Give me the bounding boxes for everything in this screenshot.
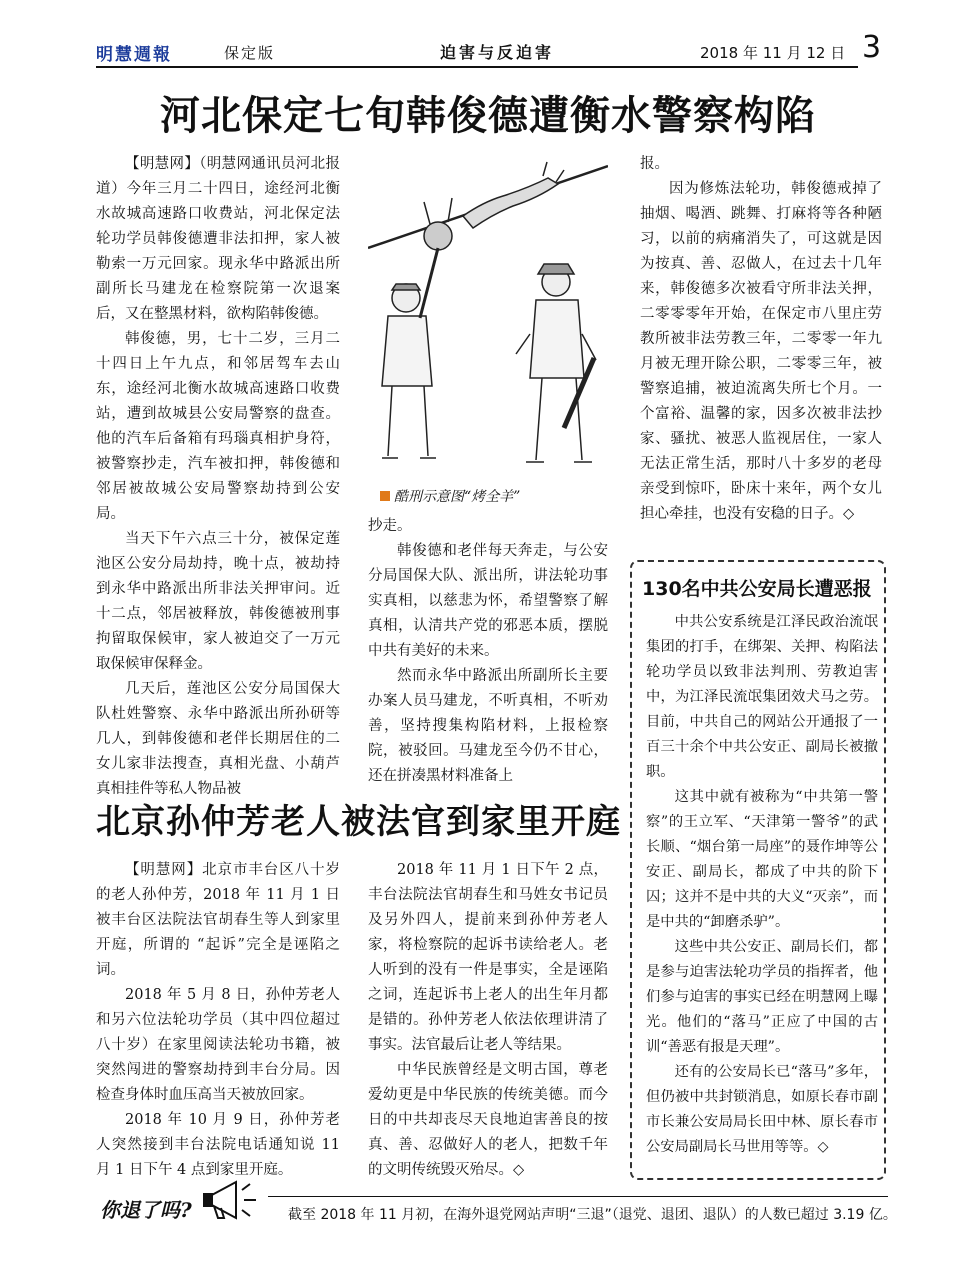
paragraph: 报。: [640, 156, 669, 172]
page-number: 3: [862, 30, 882, 65]
section-title: 迫害与反迫害: [440, 43, 555, 62]
illustration-caption: [380, 486, 520, 506]
article1-column3: [640, 152, 882, 527]
paragraph: 这些中共公安正、副局长们，都是参与迫害法轮功学员的指挥者，他们参与迫害的事实已经在明慧网上曝光。他们的“落马”正应了中国的古训“善恶有报是天理”。: [646, 939, 878, 1055]
article1-column2: [368, 514, 608, 789]
caption-marker-icon: [380, 491, 390, 501]
masthead: 明慧週報: [96, 45, 172, 65]
paragraph: 这其中就有被称为“中共第一警察”的王立军、“天津第一警爷”的武长顺、“烟台第一局座”的聂作坤等公安正、副局长，都成了中共的阶下囚；这并不是中共的大义“灭亲”，而是中共的“卸磨杀驴”。: [646, 789, 878, 930]
article2-column2: [368, 858, 608, 1183]
paragraph: 当天下午六点三十分，被保定莲池区公安分局劫持，晚十点，被劫持到永华中路派出所非法关押审问。近十二点，邻居被释放，韩俊德被刑事拘留取保候审，家人被迫交了一万元取保候审保释金。: [96, 531, 340, 672]
paragraph: 韩俊德和老伴每天奔走，与公安分局国保大队、派出所，讲法轮功事实真相，以慈悲为怀，希望警察了解真相，认清共产党的邪恶本质，摆脱中共有美好的未来。: [368, 543, 608, 659]
article1-headline: 河北保定七旬韩俊德遭衡水警察构陷: [160, 93, 816, 139]
paragraph: 抄走。: [368, 518, 412, 534]
paragraph: 中华民族曾经是文明古国，尊老爱幼更是中华民族的传统美德。而今日的中共却丧尽天良地迫害善良的按真、善、忍做好人的老人，把数千年的文明传统毁灭殆尽。◇: [368, 1062, 608, 1178]
header-rule: [96, 66, 858, 68]
paragraph: 几天后，莲池区公安分局国保大队杜姓警察、永华中路派出所孙研等几人，到韩俊德和老伴长期居住的二女儿家非法搜查，真相光盘、小葫芦真相挂件等私人物品被: [96, 681, 340, 797]
paragraph: 因为修炼法轮功，韩俊德戒掉了抽烟、喝酒、跳舞、打麻将等各种陋习，以前的病痛消失了，可这就是因为按真、善、忍做人，在过去十几年来，韩俊德多次被看守所非法关押，二零零零年开始，在保定市八里庄劳教所被非法劳教三年，二零零一年九月被无理开除公职，二零零三年，被警察追捕，被迫流离失所七个月。一个富裕、温馨的家，因多次被非法抄家、骚扰、被恶人监视居住，一家人无法正常生活，那时八十多岁的老母亲受到惊吓，卧床十来年，两个女儿担心牵挂，也没有安稳的日子。◇: [640, 181, 882, 522]
sidebar-headline: 130名中共公安局长遭恶报: [642, 578, 872, 600]
megaphone-icon: [202, 1176, 266, 1224]
torture-illustration: [368, 158, 608, 480]
paragraph: 还有的公安局长已“落马”多年，但仍被中共封锁消息，如原长春市副市长兼公安局局长田中林、原长春市公安局副局长马世用等等。◇: [646, 1064, 878, 1155]
paragraph: 韩俊德，男，七十二岁，三月二十四日上午九点，和邻居驾车去山东，途经河北衡水故城高速路口收费站，遭到故城县公安局警察的盘查。他的汽车后备箱有玛瑙真相护身符，被警察抄走，汽车被扣押，韩俊德和邻居被故城公安局警察劫持到公安局。: [96, 331, 340, 522]
issue-date: 2018 年 11 月 12 日: [700, 44, 846, 62]
paragraph: 【明慧网】北京市丰台区八十岁的老人孙仲芳，2018 年 11 月 1 日被丰台区法院法官胡春生等人到家里开庭，所谓的 “起诉”完全是诬陷之词。: [96, 862, 340, 978]
article2-column1: [96, 858, 340, 1183]
article2-headline: 北京孙仲芳老人被法官到家里开庭: [96, 802, 621, 842]
paragraph: 然而永华中路派出所副所长主要办案人员马建龙，不听真相，不听劝善，坚持搜集构陷材料，上报检察院，被驳回。马建龙至今仍不甘心，还在拼凑黑材料准备上: [368, 668, 608, 784]
paragraph: 2018 年 11 月 1 日下午 2 点，丰台法院法官胡春生和马姓女书记员及另外四人，提前来到孙仲芳老人家，将检察院的起诉书读给老人。老人听到的没有一件是事实，全是诬陷之词，连起诉书上老人的出生年月都是错的。孙仲芳老人依法依理讲清了事实。法官最后让老人等结果。: [368, 862, 608, 1053]
sidebar-body: [646, 610, 878, 1160]
paragraph: 中共公安系统是江泽民政治流氓集团的打手，在绑架、关押、构陷法轮功学员以致非法判刑、劳教迫害中，为江泽民流氓集团效犬马之劳。目前，中共自己的网站公开通报了一百三十余个中共公安正、副局长被撤职。: [646, 614, 878, 780]
paragraph: 2018 年 5 月 8 日，孙仲芳老人和另六位法轮功学员（其中四位超过八十岁）在家里阅读法轮功书籍，被突然闯进的警察劫持到丰台分局。因检查身体时血压高当天被放回家。: [96, 987, 340, 1103]
caption-text: 酷刑示意图“烤全羊”: [394, 489, 521, 505]
article1-column1: [96, 152, 340, 802]
paragraph: 2018 年 10 月 9 日，孙仲芳老人突然接到丰台法院电话通知说 11 月 1 日下午 4 点到家里开庭。: [96, 1112, 340, 1178]
paragraph: 【明慧网】（明慧网通讯员河北报道）今年三月二十四日，途经河北衡水故城高速路口收费站，河北保定法轮功学员韩俊德遭非法扣押，家人被勒索一万元回家。现永华中路派出所副所长马建龙在检察院第一次退案后，又在整黑材料，欲构陷韩俊德。: [96, 156, 340, 322]
edition-label: 保定版: [224, 44, 276, 62]
footer-statement: 截至 2018 年 11 月初，在海外退党网站声明“三退”（退党、退团、退队）的人数已超过 3.19 亿。: [288, 1207, 897, 1223]
footer-slogan: 你退了吗?: [100, 1198, 192, 1222]
footer-rule: [268, 1196, 888, 1197]
